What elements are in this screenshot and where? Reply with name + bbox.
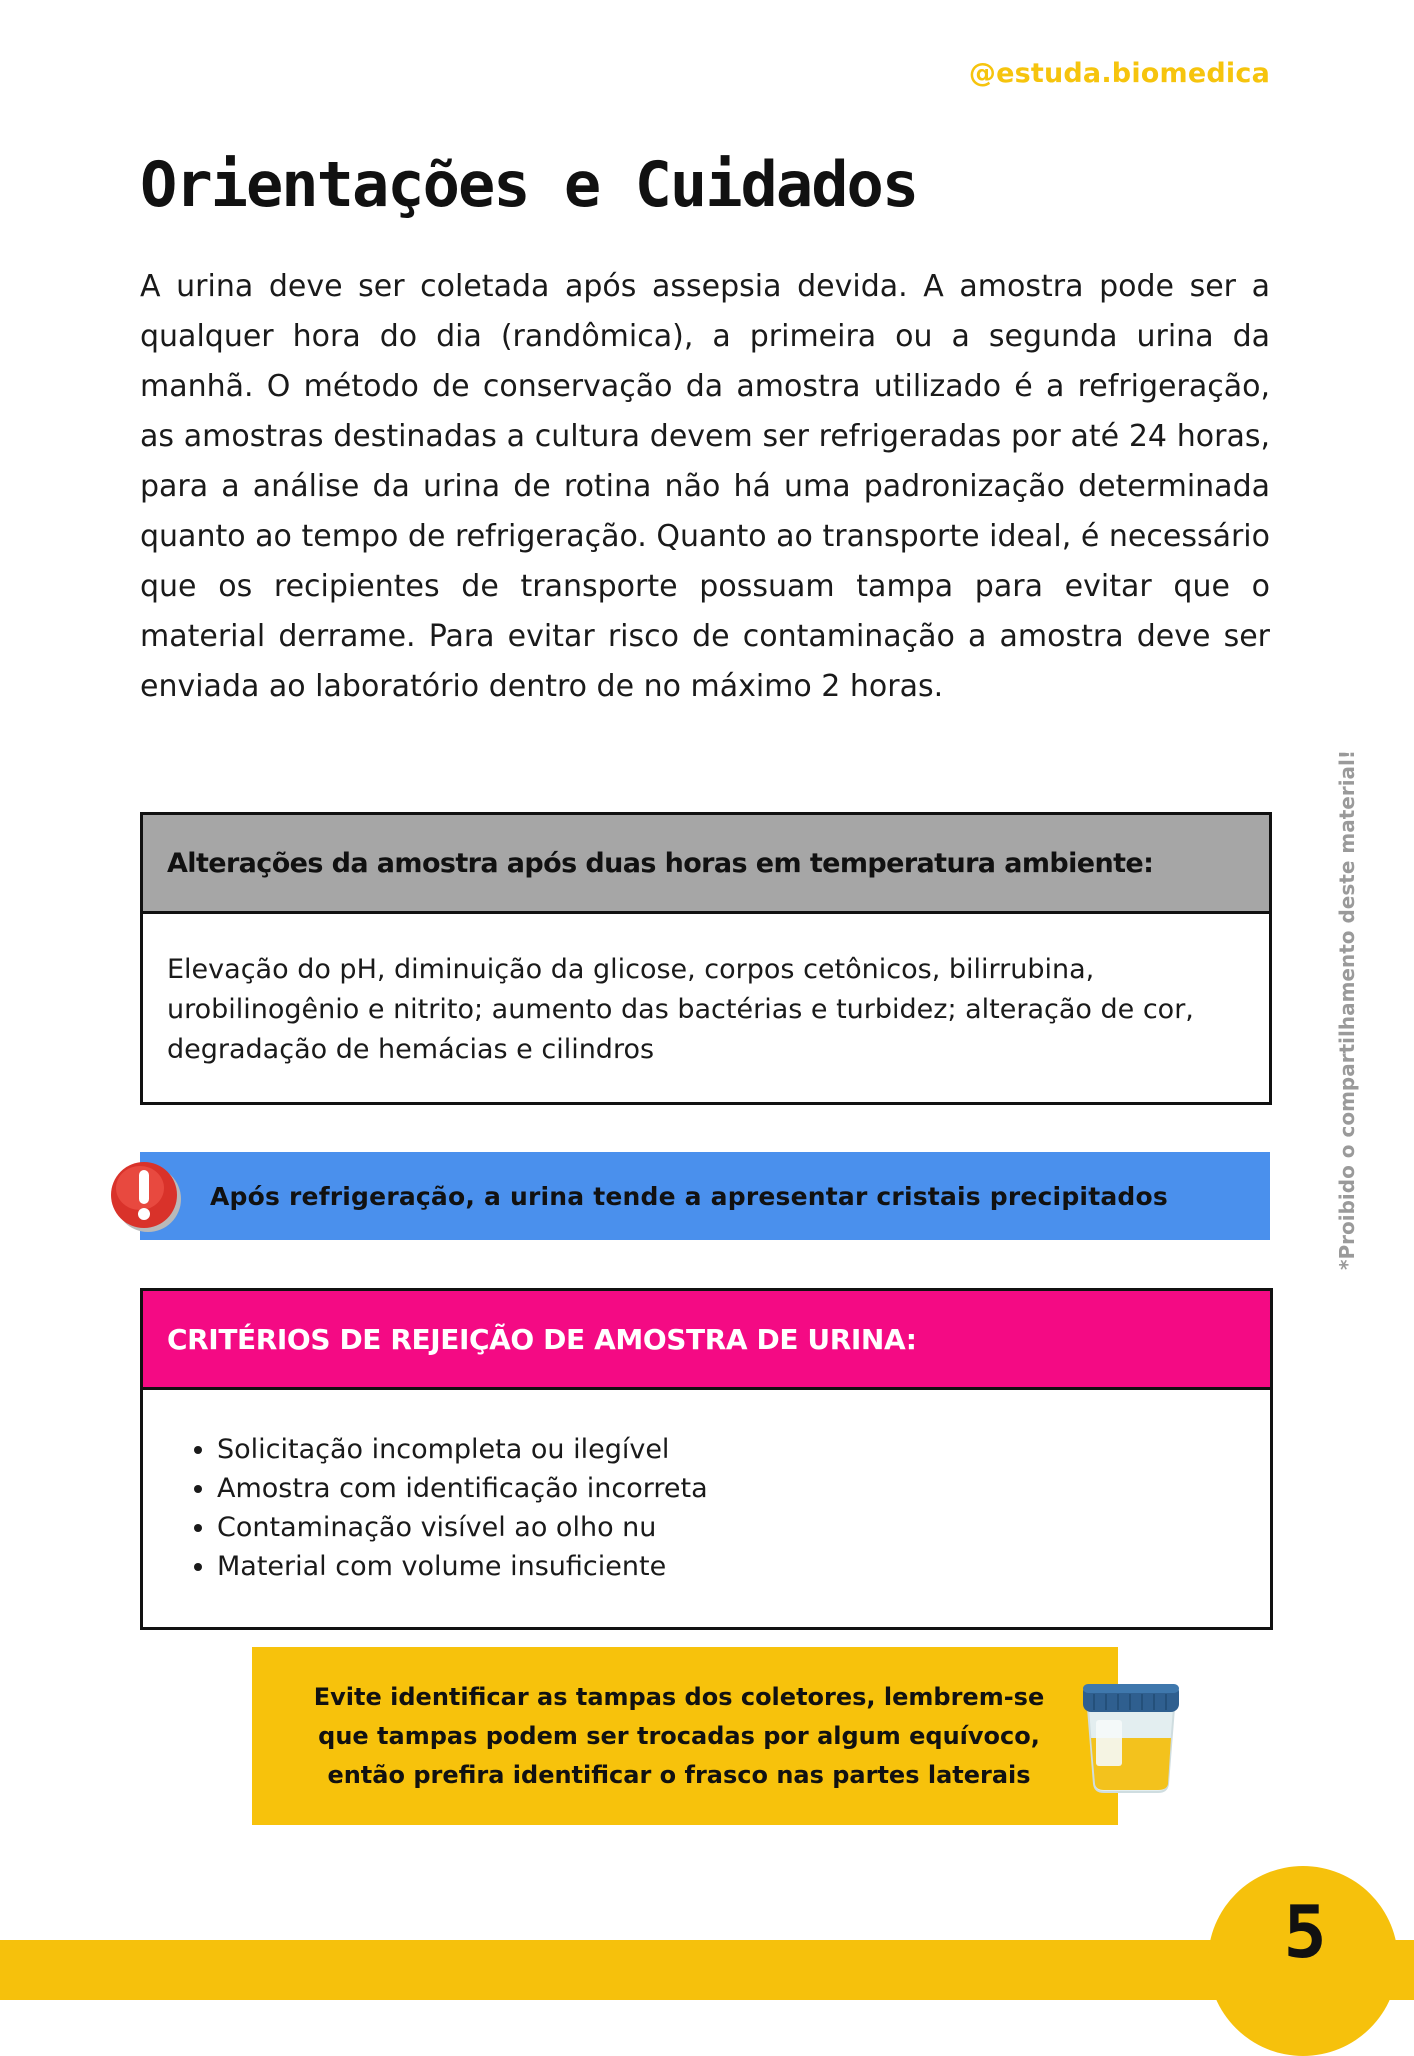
- labeling-tip-box: [252, 1647, 1118, 1825]
- instagram-handle: @estuda.biomedica: [968, 58, 1270, 89]
- labeling-tip-line: então prefira identificar o frasco nas partes laterais: [327, 1760, 1031, 1789]
- list-item: • Contaminação visível ao olho nu: [217, 1508, 1246, 1547]
- labeling-tip-text: [284, 1678, 1074, 1795]
- page-title: Orientações e Cuidados: [140, 148, 918, 221]
- sample-changes-body: Elevação do pH, diminuição da glicose, corpos cetônicos, bilirrubina, urobilinogênio e nitrito; aumento das bactérias e turbidez; alteração de cor, degradação de hemácias e cilindros: [167, 954, 1194, 1065]
- page-number: 5: [1283, 1890, 1327, 1974]
- intro-paragraph: A urina deve ser coletada após assepsia devida. A amostra pode ser a qualquer hora do dia (randômica), a primeira ou a segunda urina da manhã. O método de conservação da amostra utilizado é a refrigeração, as amostras destinadas a cultura devem ser refrigeradas por até 24 horas, para a análise da urina de rotina não há uma padronização determinada quanto ao tempo de refrigeração. Quanto ao transporte ideal, é necessário que os recipientes de transporte possuam tampa para evitar que o material derrame. Para evitar risco de contaminação a amostra deve ser enviada ao laboratório dentro de no máximo 2 horas.: [140, 269, 1270, 704]
- labeling-tip-line: que tampas podem ser trocadas por algum equívoco,: [318, 1721, 1040, 1750]
- exclamation-icon: [108, 1158, 182, 1234]
- rejection-criteria-box: [140, 1288, 1273, 1630]
- list-item: • Material com volume insuficiente: [217, 1547, 1246, 1586]
- list-item: • Solicitação incompleta ou ilegível: [217, 1430, 1246, 1469]
- urine-jar-icon: [1080, 1676, 1182, 1794]
- sharing-prohibited-note: *Proibido o compartilhamento deste material!: [1335, 749, 1359, 1270]
- labeling-tip-line: Evite identificar as tampas dos coletores, lembrem-se: [313, 1682, 1045, 1711]
- footer-bar: [0, 1940, 1414, 2000]
- rejection-criteria-header: CRITÉRIOS DE REJEIÇÃO DE AMOSTRA DE URINA:: [143, 1291, 1270, 1390]
- rejection-criteria-list: [167, 1430, 1246, 1586]
- sample-changes-header: Alterações da amostra após duas horas em temperatura ambiente:: [143, 815, 1269, 914]
- rejection-criteria-body: [143, 1390, 1270, 1627]
- sample-changes-box: [140, 812, 1272, 1105]
- refrigeration-alert-text: Após refrigeração, a urina tende a apresentar cristais precipitados: [210, 1181, 1168, 1211]
- refrigeration-alert: [140, 1152, 1270, 1240]
- list-item: • Amostra com identificação incorreta: [217, 1469, 1246, 1508]
